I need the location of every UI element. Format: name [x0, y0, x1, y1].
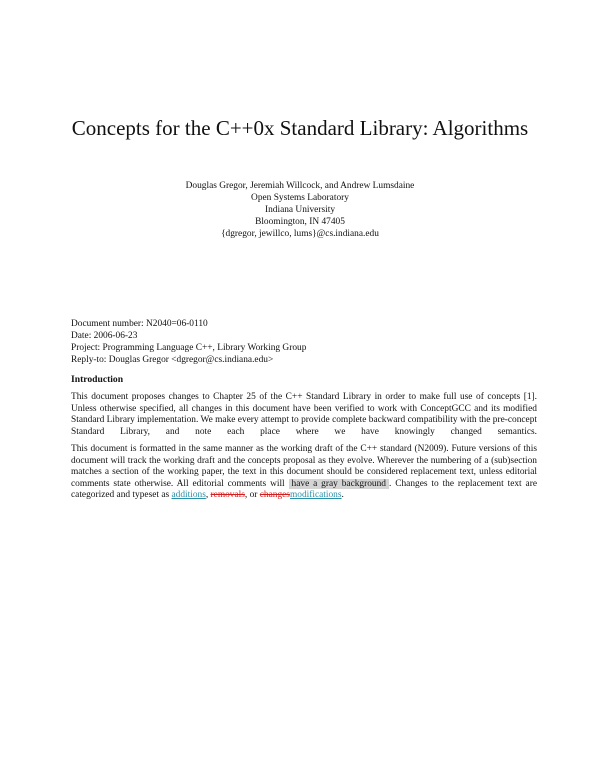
author-university: Indiana University — [264, 205, 336, 215]
author-names: Douglas Gregor, Jeremiah Willcock, and Andrew Lumsdaine — [185, 181, 415, 191]
author-emails: {dgregor, jewillco, lums}@cs.indiana.edu — [221, 229, 379, 239]
intro-paragraph-1: This document proposes changes to Chapter 25 of the C++ Standard Library in order to make full use of concepts [1]. Unless otherwise specified, all changes in this document have been verified to work with ConceptGCC and its modified Standard Library implementation. We make every attempt to provide complete backward compatibility with the pre-concept Standard Library, and note each place where we have knowingly changed semantics. — [71, 392, 537, 437]
intro-paragraph-2-text: This document is formatted in the same manner as the working draft of the C++ standard (N2009). Future versions of this document will track the working draft and the concepts proposal as they evolve. Wherever the numbering of a (sub)section matches a section of the working paper, the text in this document should be considered replacement text, unless editorial comments state otherwise. All editorial comments will — [71, 444, 537, 489]
intro-paragraph-2-continuation: . Changes to the replacement text are categorized and typeset as — [71, 478, 537, 501]
document-date: Date: 2006-06-23 — [71, 331, 138, 341]
document-project: Project: Programming Language C++, Library Working Group — [71, 343, 307, 353]
document-reply-to: Reply-to: Douglas Gregor <dgregor@cs.indiana.edu> — [71, 355, 274, 365]
separator-comma: , — [205, 490, 209, 501]
separator-or: , or — [244, 490, 258, 501]
gray-background-sample: have a gray background — [289, 479, 389, 489]
additions-sample: additions — [171, 490, 206, 501]
changes-old-sample: changes — [259, 490, 290, 501]
author-address: Bloomington, IN 47405 — [255, 217, 345, 227]
intro-paragraph-2 — [71, 444, 537, 502]
document-metadata — [71, 318, 306, 366]
removals-sample: removals — [210, 490, 245, 501]
author-block — [0, 180, 600, 240]
page-title: Concepts for the C++0x Standard Library: Algorithms — [71, 116, 529, 140]
document-number: Document number: N2040=06-0110 — [71, 319, 208, 329]
section-heading-introduction: Introduction — [71, 374, 124, 385]
final-period: . — [341, 490, 344, 501]
changes-new-sample: modifications — [289, 490, 342, 501]
author-lab: Open Systems Laboratory — [251, 193, 349, 203]
